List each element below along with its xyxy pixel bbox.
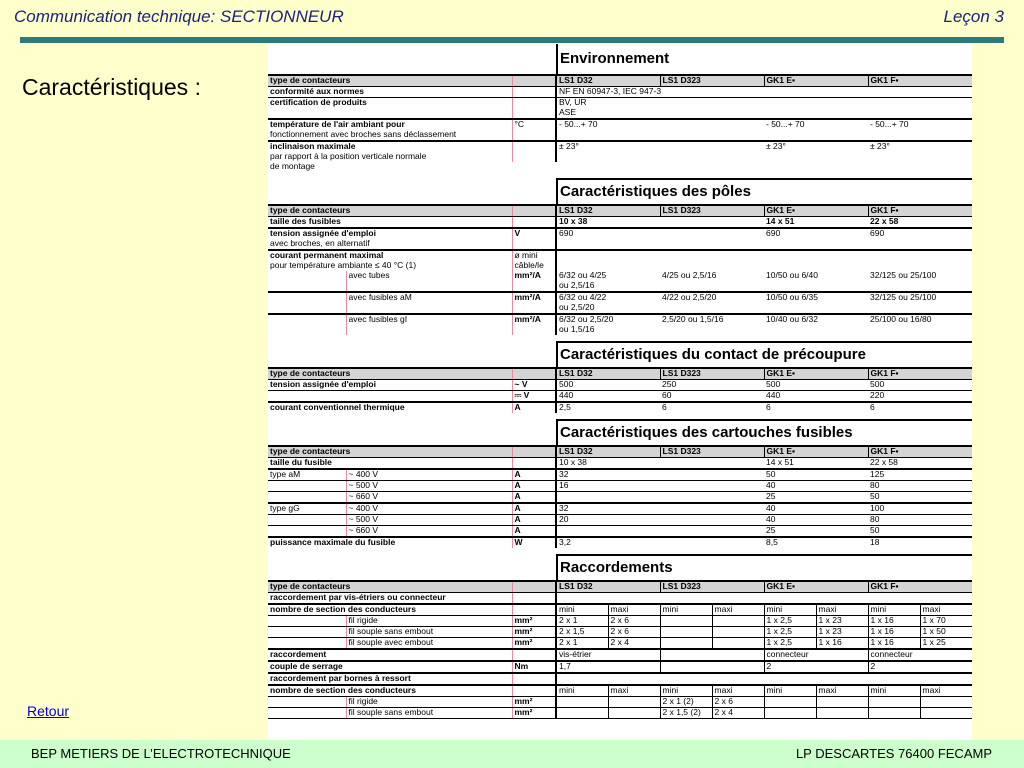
table-row: avec broches, en alternatif: [268, 239, 972, 250]
table-row: tension assignée d'emploi ~ V 500 250 500 500: [268, 380, 972, 391]
table-row: fil rigide mm² 2 x 1 2 x 6 1 x 2,5 1 x 23 1 x 16 1 x 70: [268, 616, 972, 627]
table-row: courant conventionnel thermique A 2,5 6 6 6: [270, 402, 875, 412]
table-row: fonctionnement avec broches sans déclassement: [268, 130, 972, 141]
header-divider: [20, 37, 1004, 43]
section-title-environment: Environnement: [556, 44, 972, 74]
table-row: certification de produits BV, UR: [270, 97, 587, 107]
table-row: raccordement vis-étrier connecteur connecteur: [268, 649, 972, 661]
datasheet-image: [268, 44, 972, 740]
table-row: fil souple avec embout mm² 2 x 1 2 x 4 1 x 2,5 1 x 16 1 x 16 1 x 25: [268, 638, 972, 650]
table-row: raccordement par vis-étriers ou connecteur: [268, 593, 972, 605]
table-row: puissance maximale du fusible W 3,2 8,5 18: [270, 537, 880, 547]
table-row: nombre de section des conducteurs mini maxi mini maxi mini maxi mini maxi: [268, 685, 972, 697]
table-row: type de contacteurs LS1 D32 LS1 D323 GK1 E▪ GK1 F▪: [268, 446, 972, 458]
table-row: taille des fusibles 10 x 38 14 x 51 22 x 58: [268, 217, 972, 229]
section-title-poles: Caractéristiques des pôles: [556, 178, 972, 204]
table-row: ou 1,5/16: [268, 325, 972, 335]
header-lesson: Leçon 3: [943, 7, 1004, 26]
table-row: type de contacteurs LS1 D32 LS1 D323 GK1 E▪ GK1 F▪: [268, 581, 972, 593]
environment-table: [268, 74, 972, 172]
section-title-fuses: Caractéristiques des cartouches fusibles: [556, 419, 972, 445]
connections-table: [268, 580, 972, 719]
table-row: type aM ~ 400 V A 32 50 125: [268, 469, 972, 481]
table-row: fil rigide mm² 2 x 1 (2) 2 x 6: [268, 697, 972, 708]
table-row: de montage: [270, 162, 315, 171]
footer-bar: [0, 740, 1024, 768]
table-row: type de contacteurs LS1 D32 LS1 D323 GK1 E▪ GK1 F▪: [268, 368, 972, 380]
table-row: couple de serrage Nm 1,7 2 2: [268, 661, 972, 673]
table-row: ou 2,5/20: [268, 303, 972, 314]
poles-table: [268, 204, 972, 335]
contact-table: [268, 367, 972, 413]
page-subtitle: Caractéristiques :: [22, 74, 201, 100]
table-row: température de l'air ambiant pour °C - 50...+ 70 - 50...+ 70 - 50...+ 70: [270, 119, 909, 129]
table-row: courant permanent maximal ø mini: [268, 250, 972, 261]
table-row: ~ 500 V A 16 40 80: [268, 481, 972, 492]
footer-right-text: LP DESCARTES 76400 FECAMP: [795, 746, 992, 761]
table-row: type de contacteurs LS1 D32 LS1 D323 GK1 E▪ GK1 F▪: [268, 75, 972, 87]
table-row: ~ 660 V A 25 50: [268, 492, 972, 504]
table-row: avec fusibles gI mm²/A 6/32 ou 2,5/20 2,5/20 ou 1,5/16 10/40 ou 6/32 25/100 ou 16/80: [268, 314, 972, 325]
table-row: taille du fusible 10 x 38 14 x 51 22 x 58: [268, 458, 972, 470]
table-row: ~ 660 V A 25 50: [268, 526, 972, 538]
table-row: pour température ambiante ≤ 40 °C (1) câble/le: [268, 261, 972, 271]
table-row: fil souple sans embout mm² 2 x 1,5 2 x 6 1 x 2,5 1 x 23 1 x 16 1 x 50: [268, 627, 972, 638]
table-row: fil souple sans embout mm² 2 x 1,5 (2) 2 x 4: [268, 708, 972, 719]
table-row: ~ 500 V A 20 40 80: [268, 515, 972, 526]
table-row: ASE: [268, 108, 972, 119]
back-link[interactable]: Retour: [27, 703, 70, 719]
section-title-connections: Raccordements: [556, 554, 972, 580]
table-row: avec tubes mm²/A 6/32 ou 4/25 4/25 ou 2,5/16 10/50 ou 6/40 32/125 ou 25/100: [268, 271, 972, 281]
table-row: ou 2,5/16: [268, 281, 972, 292]
section-title-contact: Caractéristiques du contact de précoupure: [556, 341, 972, 367]
footer-left-text: BEP METIERS DE L’ELECTROTECHNIQUE: [31, 746, 291, 761]
table-row: avec fusibles aM mm²/A 6/32 ou 4/22 4/22 ou 2,5/20 10/50 ou 6/35 32/125 ou 25/100: [268, 292, 972, 303]
fuses-table: [268, 445, 972, 548]
table-row: nombre de section des conducteurs mini maxi mini maxi mini maxi mini maxi: [268, 604, 972, 616]
header-title: Communication technique: SECTIONNEUR: [14, 7, 344, 26]
table-row: inclinaison maximale ± 23° ± 23° ± 23°: [270, 141, 890, 151]
table-row: raccordement par bornes à ressort: [268, 673, 972, 685]
table-row: ⎓ V 440 60 440 220: [268, 391, 972, 403]
table-row: par rapport à la position verticale normale: [268, 152, 972, 162]
table-row: tension assignée d'emploi V 690 690 690: [270, 228, 885, 238]
table-row: type gG ~ 400 V A 32 40 100: [268, 503, 972, 515]
table-row: conformité aux normes NF EN 60947-3, IEC 947-3: [268, 87, 972, 98]
table-row: type de contacteurs LS1 D32 LS1 D323 GK1 E▪ GK1 F▪: [268, 205, 972, 217]
